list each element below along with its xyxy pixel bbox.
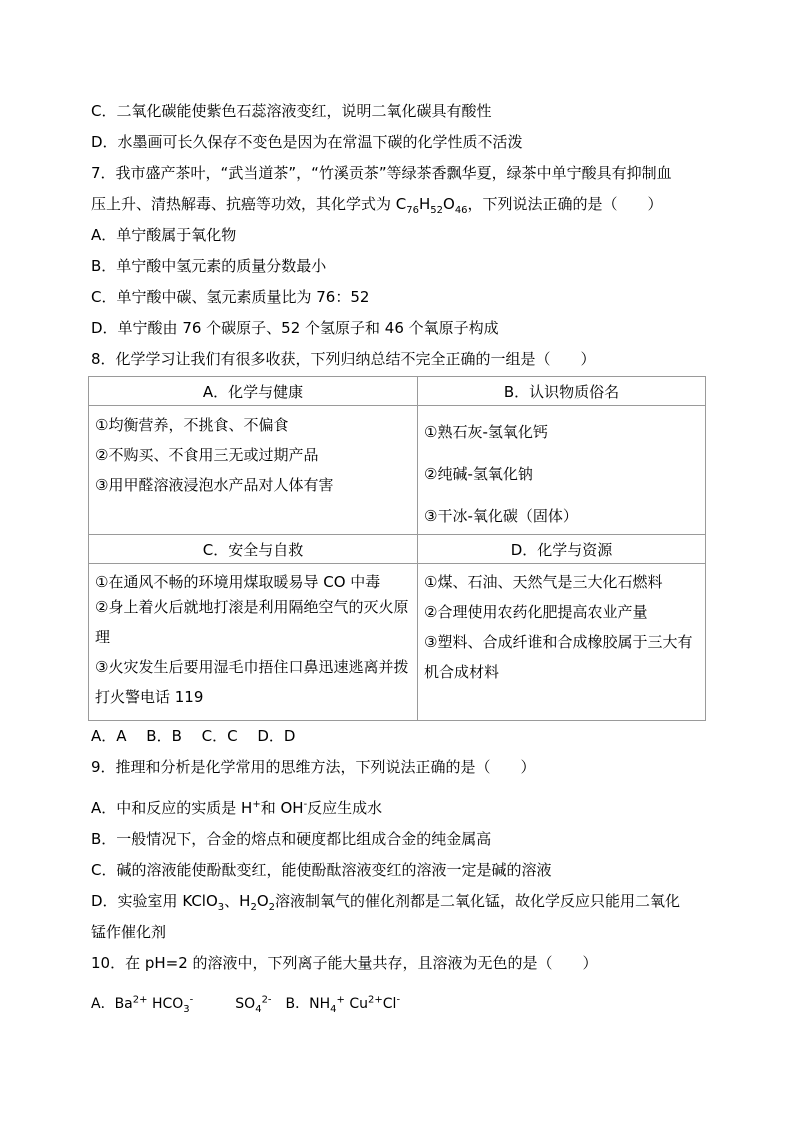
cell-a-item-2: ②不购买、不食用三无或过期产品 — [95, 446, 319, 464]
q7-text-pre: 压上升、清热解毒、抗癌等功效，其化学式为 C — [91, 195, 407, 213]
question-7-option-a: A．单宁酸属于氧化物 — [91, 226, 237, 244]
cell-b-item-1: ①熟石灰-氢氧化钙 — [424, 423, 548, 441]
question-7-option-b: B．单宁酸中氢元素的质量分数最小 — [91, 257, 327, 275]
cell-a-item-1: ①均衡营养，不挑食、不偏食 — [95, 416, 289, 434]
q10-sup-ba: 2+ — [132, 994, 148, 1006]
cell-d-item-2: ②合理使用农药化肥提高农业产量 — [424, 603, 648, 621]
q7-sub-o: 46 — [454, 205, 468, 216]
q7-sub-c: 76 — [406, 205, 419, 216]
table-header-a: A．化学与健康 — [89, 377, 418, 406]
q9d-text-mid: 、H — [224, 892, 251, 910]
cell-c-item-3: ③火灾发生后要用湿毛巾捂住口鼻迅速逃离并拨打火警电话 119 — [95, 658, 409, 706]
question-8-table — [88, 376, 706, 721]
question-8-options: A．A B．B C．C D．D — [91, 727, 296, 745]
question-9-option-a — [91, 798, 382, 818]
q9d-text-o: O — [256, 892, 269, 910]
question-8-stem: 8．化学学习让我们有很多收获，下列归纳总结不完全正确的一组是（ ） — [91, 350, 596, 368]
q10-text-cl: Cl — [382, 996, 397, 1012]
table-header-b: B．认识物质俗名 — [418, 377, 706, 406]
q10-text-ba: A．Ba — [91, 996, 133, 1012]
q10-text-nh: B．NH — [271, 996, 331, 1012]
q10-sub-so: 4 — [255, 1003, 262, 1015]
q7-text-h: H — [418, 195, 431, 213]
table-cell-c — [89, 564, 418, 721]
question-9-stem: 9．推理和分析是化学常用的思维方法，下列说法正确的是（ ） — [91, 758, 536, 776]
q9a-text-pre: A．中和反应的实质是 H — [91, 799, 253, 817]
cell-c-item-1: ①在通风不畅的环境用煤取暖易导 CO 中毒 — [95, 573, 381, 591]
line-option-d: D．水墨画可长久保存不变色是因为在常温下碳的化学性质不活泼 — [91, 133, 523, 151]
question-9-option-d-1 — [91, 891, 680, 911]
q10-sup-so: 2- — [261, 994, 272, 1006]
table-cell-a — [89, 406, 418, 535]
q10-sup-cu: 2+ — [368, 994, 383, 1006]
q10-sub-hco: 3 — [183, 1003, 190, 1015]
q10-text-so: SO — [235, 996, 256, 1012]
q9d-sub-2: 2 — [250, 902, 257, 913]
question-7-option-c: C．单宁酸中碳、氢元素质量比为 76：52 — [91, 288, 370, 306]
q9d-text-pre: D．实验室用 KClO — [91, 892, 218, 910]
q10-sub-nh: 4 — [330, 1003, 337, 1015]
table-header-c: C．安全与自救 — [89, 535, 418, 564]
q9a-text-mid: 和 OH — [260, 799, 304, 817]
question-10-stem: 10．在 pH=2 的溶液中，下列离子能大量共存，且溶液为无色的是（ ） — [91, 954, 598, 972]
q7-sub-h: 52 — [430, 205, 443, 216]
q10-sup-nh: + — [336, 994, 345, 1006]
question-10-options — [91, 994, 400, 1014]
question-7-option-d: D．单宁酸由 76 个碳原子、52 个氢原子和 46 个氧原子构成 — [91, 319, 499, 337]
question-9-option-c: C．碱的溶液能使酚酞变红，能使酚酞溶液变红的溶液一定是碱的溶液 — [91, 861, 552, 879]
q9a-text-post: 反应生成水 — [307, 799, 383, 817]
q9d-sub-3: 2 — [268, 902, 276, 913]
cell-d-item-3: ③塑料、合成纤谁和合成橡胶属于三大有机合成材料 — [424, 633, 693, 681]
cell-a-item-3: ③用甲醛溶液浸泡水产品对人体有害 — [95, 476, 334, 494]
q10-sup-cl: - — [396, 994, 401, 1006]
q9a-sup-1: + — [252, 799, 261, 810]
table-header-d: D．化学与资源 — [418, 535, 706, 564]
question-7-stem-2 — [91, 194, 663, 214]
q9d-text-post: 溶液制氧气的催化剂都是二氧化锰，故化学反应只能用二氧化 — [275, 892, 681, 910]
cell-c-item-2: ②身上着火后就地打滚是利用隔绝空气的灭火原理 — [95, 598, 409, 646]
cell-b-item-2: ②纯碱-氢氧化钠 — [424, 465, 533, 483]
q10-text-cu: Cu — [344, 996, 369, 1012]
q9d-sub-1: 3 — [217, 902, 225, 913]
cell-d-item-1: ①煤、石油、天然气是三大化石燃料 — [424, 573, 663, 591]
q7-text-o: O — [443, 195, 455, 213]
question-7-stem-1: 7．我市盛产茶叶，“武当道茶”，“竹溪贡茶”等绿茶香飘华夏，绿茶中单宁酸具有抑制血 — [91, 164, 672, 182]
q7-text-post: ，下列说法正确的是（ ） — [467, 195, 663, 213]
cell-b-item-3: ③干冰-氧化碳（固体） — [424, 507, 578, 525]
table-cell-b — [418, 406, 706, 535]
question-9-option-b: B．一般情况下，合金的熔点和硬度都比组成合金的纯金属高 — [91, 830, 492, 848]
q10-text-hco: HCO — [147, 996, 184, 1012]
line-option-c: C．二氧化碳能使紫色石蕊溶液变红，说明二氧化碳具有酸性 — [91, 102, 492, 120]
table-cell-d — [418, 564, 706, 721]
question-9-option-d-2: 锰作催化剂 — [91, 923, 167, 941]
q9a-sup-2: - — [303, 799, 308, 810]
q10-sup-hco: - — [189, 994, 194, 1006]
